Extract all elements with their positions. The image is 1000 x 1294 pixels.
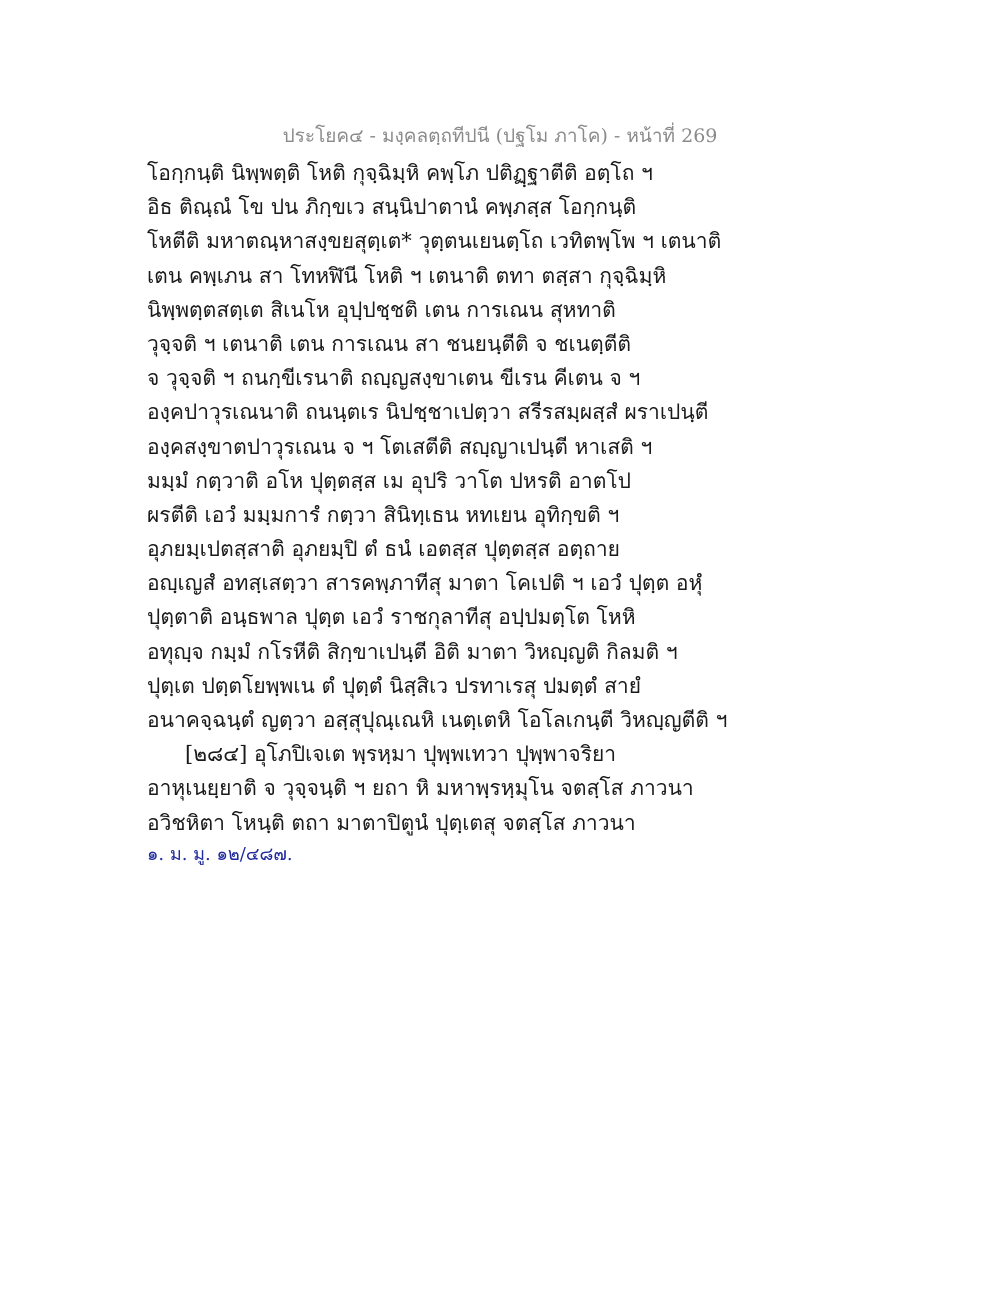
- text-line: อนาคจฺฉนฺตํ ญตฺวา อสฺสุปุณฺเณหิ เนตฺเตหิ โอโลเกนฺตี วิหญฺญตีติ ฯ: [147, 708, 728, 732]
- text-line: อาหุเนยฺยาติ จ วุจฺจนฺติ ฯ ยถา หิ มหาพฺรหฺมุโน จตสฺโส ภาวนา: [147, 776, 694, 801]
- text-line: อญฺเญสํ อทสฺเสตฺวา สารคพฺภาทีสุ มาตา โคเปติ ฯ เอวํ ปุตฺต อหุํ: [147, 571, 703, 596]
- text-line: ปุตฺเต ปตฺตโยพฺพเน ตํ ปุตฺตํ นิสฺสิเว ปรทาเรสุ ปมตฺตํ สายํ: [147, 673, 642, 698]
- text-line: วุจฺจติ ฯ เตนาติ เตน การเณน สา ชนยนฺตีติ จ ชเนตฺตีติ: [147, 331, 631, 356]
- text-line: ผรตีติ เอวํ มมฺมการํ กตฺวา สินิทฺเธน หทเยน อุทิกฺขติ ฯ: [147, 502, 620, 527]
- paragraph-start-line: [๒๘๔] อุโภปิเจเต พฺรหฺมา ปุพฺพเทวา ปุพฺพาจริยา: [185, 742, 617, 767]
- text-line: อิธ ติณฺณํ โข ปน ภิกฺขเว สนฺนิปาตานํ คพฺภสฺส โอกฺกนฺติ: [147, 195, 637, 220]
- text-line: โอกฺกนฺติ นิพฺพตฺติ โหติ กุจฺฉิมฺหิ คพฺโภ ปติฏฺฐาตีติ อตฺโถ ฯ: [147, 161, 653, 185]
- text-line: องฺคสงฺขาตปาวุรเณน จ ฯ โตเสตีติ สญฺญาเปนฺตี หาเสติ ฯ: [147, 434, 653, 459]
- text-line: อทุญฺจ กมฺมํ กโรหีติ สิกฺขาเปนฺตี อิติ มาตา วิหญฺญติ กิลมติ ฯ: [147, 639, 678, 664]
- page-header: ประโยค๔ - มงฺคลตฺถทีปนี (ปฐโม ภาโค) - หน้าที่ 269: [282, 125, 718, 147]
- text-line: ปุตฺตาติ อนฺธพาล ปุตฺต เอวํ ราชกุลาทีสุ อปฺปมตฺโต โหหิ: [147, 605, 636, 630]
- text-line: องฺคปาวุรเณนาติ ถนนฺตเร นิปชฺชาเปตฺวา สรีรสมฺผสฺสํ ผราเปนฺตี: [147, 400, 709, 425]
- text-line: เตน คพฺเภน สา โทหฬินี โหติ ฯ เตนาติ ตทา ตสฺสา กุจฺฉิมฺหิ: [147, 263, 667, 288]
- footnote: ๑. ม. มู. ๑๒/๔๘๗.: [147, 843, 293, 865]
- text-line: นิพฺพตฺตสตฺเต สิเนโห อุปฺปชฺชติ เตน การเณน สุหทาติ: [147, 297, 616, 322]
- text-line: อวิชหิตา โหนฺติ ตถา มาตาปิตูนํ ปุตฺเตสุ จตสฺโส ภาวนา: [147, 810, 636, 835]
- body-text: [147, 156, 847, 870]
- text-line: โหตีติ มหาตณฺหาสงฺขยสุตฺเต* วุตฺตนเยนตฺโถ เวทิตพฺโพ ฯ เตนาติ: [147, 229, 722, 254]
- text-line: อุภยมฺเปตสฺสาติ อุภยมฺปิ ตํ ธนํ เอตสฺส ปุตฺตสฺส อตฺถาย: [147, 537, 620, 562]
- text-line: มมฺมํ กตฺวาติ อโห ปุตฺตสฺส เม อุปริ วาโต ปหรติ อาตโป: [147, 468, 631, 493]
- text-line: จ วุจฺจติ ฯ ถนกฺขีเรนาติ ถญฺญสงฺขาเตน ขีเรน คีเตน จ ฯ: [147, 366, 641, 391]
